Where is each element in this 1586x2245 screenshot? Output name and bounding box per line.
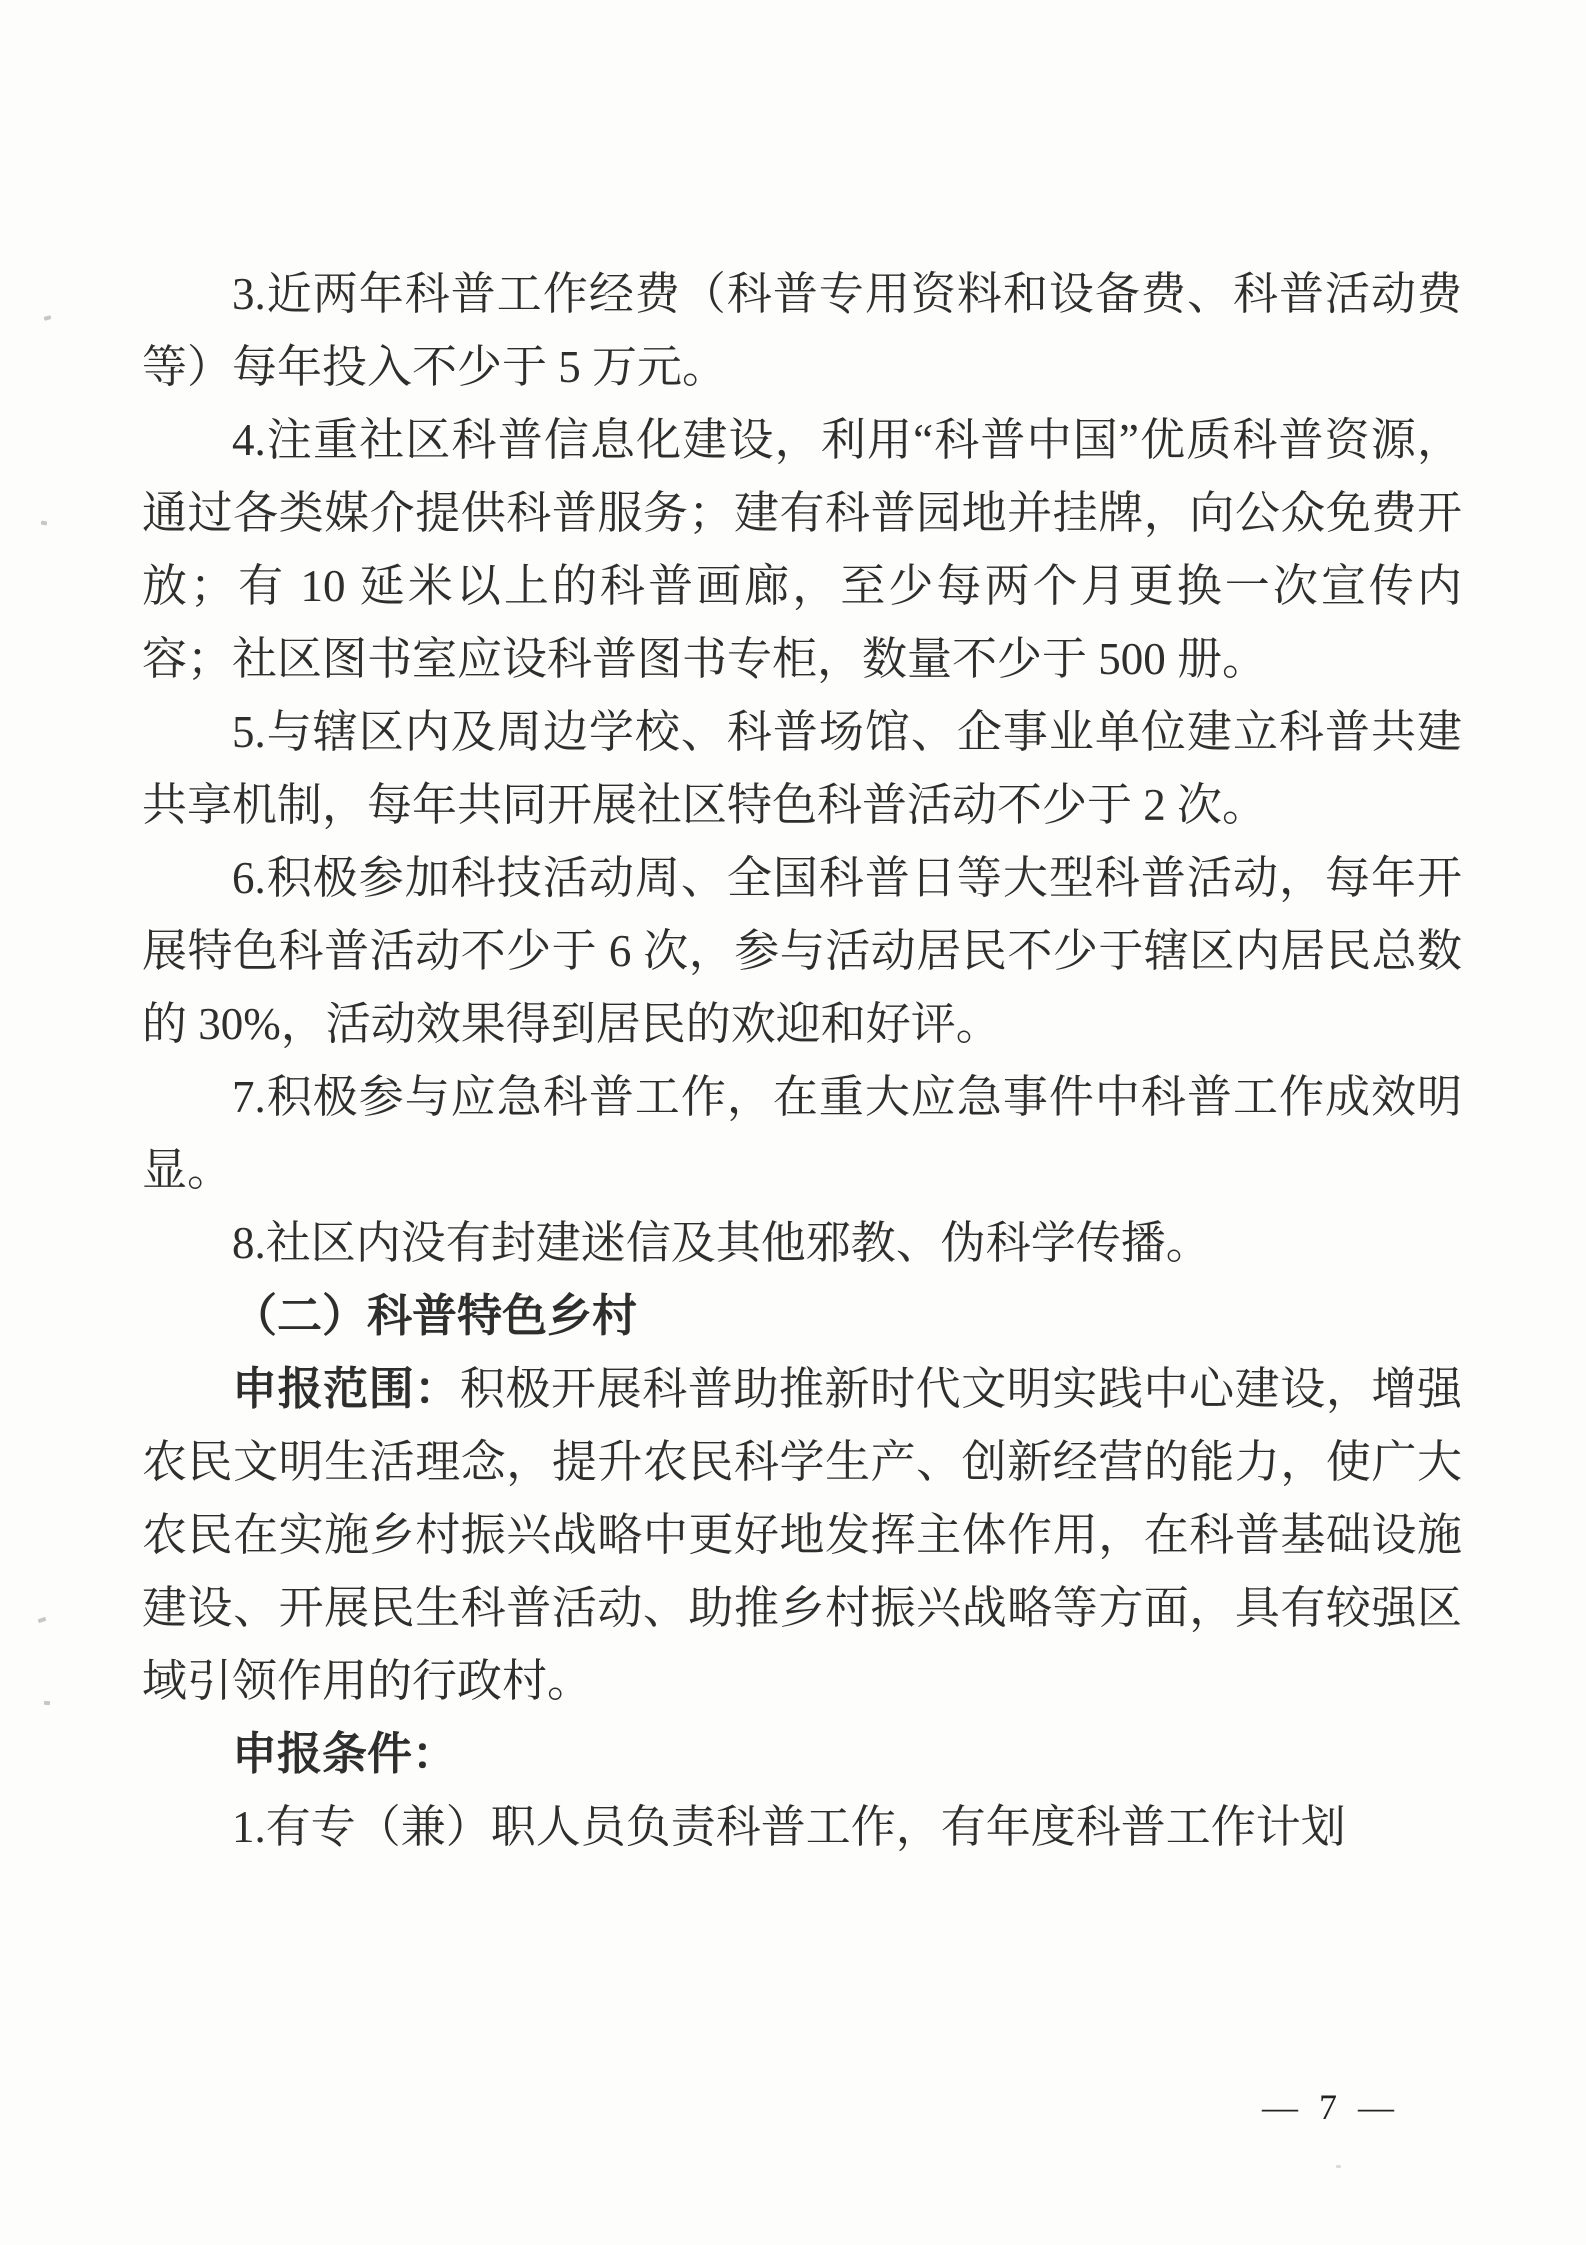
- scan-artifact: [44, 315, 52, 321]
- declare-scope-text: 积极开展科普助推新时代文明实践中心建设，增强农民文明生活理念，提升农民科学生产、创新经营的能力，使广大农民在实施乡村振兴战略中更好地发挥主体作用，在科普基础设施建设、开展民生科普活动、助推乡村振兴战略等方面，具有较强区域引领作用的行政村。: [142, 1364, 1462, 1706]
- paragraph-item-5: 5.与辖区内及周边学校、科普场馆、企事业单位建立科普共建共享机制，每年共同开展社区特色科普活动不少于 2 次。: [142, 707, 1462, 830]
- scan-artifact: [1336, 2165, 1341, 2168]
- paragraph-item-1: 1.有专（兼）职人员负责科普工作，有年度科普工作计划: [232, 1802, 1346, 1852]
- paragraph-declare-scope: [142, 1353, 1462, 1718]
- document-body: [142, 258, 1462, 1864]
- page-number: — 7 —: [1262, 2087, 1400, 2127]
- paragraph-item-8: 8.社区内没有封建迷信及其他邪教、伪科学传播。: [232, 1218, 1211, 1268]
- scan-artifact: [38, 1617, 47, 1623]
- paragraph-item-3: 3.近两年科普工作经费（科普专用资料和设备费、科普活动费等）每年投入不少于 5 万元。: [142, 269, 1462, 392]
- paragraph-item-7: 7.积极参与应急科普工作，在重大应急事件中科普工作成效明显。: [142, 1072, 1462, 1195]
- paragraph-item-4: 4.注重社区科普信息化建设，利用“科普中国”优质科普资源，通过各类媒介提供科普服务；建有科普园地并挂牌，向公众免费开放；有 10 延米以上的科普画廊，至少每两个月更换一次宣传内容；社区图书室应设科普图书专柜，数量不少于 500 册。: [142, 415, 1462, 684]
- declare-conditions-heading: 申报条件：: [232, 1729, 458, 1779]
- declare-scope-label: 申报范围：: [232, 1364, 460, 1414]
- scan-artifact: [44, 1701, 50, 1706]
- scan-artifact: [41, 521, 48, 526]
- paragraph-item-6: 6.积极参加科技活动周、全国科普日等大型科普活动，每年开展特色科普活动不少于 6 次，参与活动居民不少于辖区内居民总数的 30%，活动效果得到居民的欢迎和好评。: [142, 853, 1462, 1049]
- section-heading-rural: （二）科普特色乡村: [232, 1291, 638, 1341]
